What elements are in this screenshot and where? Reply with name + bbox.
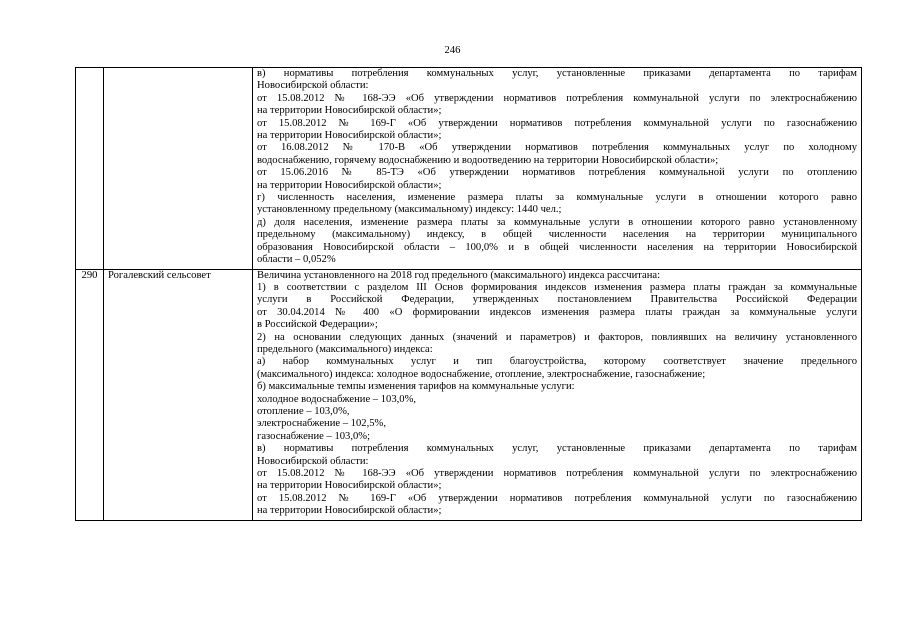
- municipality-name: Рогалевский сельсовет: [108, 269, 211, 281]
- text-line: от 15.08.2012 № 168-ЭЭ «Об утверждении нормативов потребления коммунальной услуги по электроснабжению: [257, 468, 857, 479]
- text-line: Величина установленного на 2018 год предельного (максимального) индекса рассчитана:: [257, 269, 661, 281]
- text-line: отопление – 103,0%,: [257, 405, 350, 417]
- text-line: от 30.04.2014 № 400 «О формировании индексов изменения размера платы граждан за коммунальные услуги: [257, 306, 857, 318]
- text-line: Новосибирской области:: [257, 455, 369, 467]
- text-line: от 15.08.2012 № 168-ЭЭ «Об утверждении нормативов потребления коммунальной услуги по электроснабжению: [257, 92, 857, 104]
- text-line: предельному (максимальному) индексу, в общей численности населения на территории муниципального: [257, 229, 857, 241]
- text-line: газоснабжение – 103,0%;: [257, 430, 371, 442]
- text-line: в) нормативы потребления коммунальных услуг, установленные приказами департамента по тарифам: [257, 68, 857, 79]
- text-line: 2) на основании следующих данных (значений и параметров) и факторов, повлиявших на величину установленного: [257, 331, 857, 343]
- text-line: от 16.08.2012 № 170-В «Об утверждении нормативов потребления коммунальных услуг по холодному: [257, 142, 857, 154]
- tariff-index-table: [75, 67, 862, 521]
- text-line: от 15.08.2012 № 169-Г «Об утверждении нормативов потребления коммунальной услуги по газоснабжению: [257, 492, 857, 504]
- municipality-cell: [104, 269, 253, 520]
- text-line: Новосибирской области:: [257, 80, 369, 92]
- text-line: на территории Новосибирской области»;: [257, 179, 442, 191]
- text-line: холодное водоснабжение – 103,0%,: [257, 393, 417, 405]
- description-cell: [253, 269, 862, 520]
- text-line: установленному предельному (максимальному) индексу: 1440 чел.;: [257, 204, 562, 216]
- text-line: на территории Новосибирской области»;: [257, 505, 442, 517]
- description-cell: [253, 68, 862, 270]
- table-row: [76, 269, 862, 520]
- text-line: предельного (максимального) индекса:: [257, 343, 433, 355]
- page-number: 246: [444, 45, 461, 56]
- text-line: на территории Новосибирской области»;: [257, 105, 442, 117]
- municipality-cell: [104, 68, 253, 270]
- row-number: 290: [81, 269, 98, 281]
- text-line: в) нормативы потребления коммунальных услуг, установленные приказами департамента по тарифам: [257, 443, 857, 455]
- text-line: услуги в Российской Федерации, утвержденных постановлением Правительства Российской Федерации: [257, 294, 857, 306]
- text-line: г) численность населения, изменение размера платы за коммунальные услуги в отношении которого равно: [257, 192, 857, 204]
- row-number-cell: [76, 269, 104, 520]
- text-line: б) максимальные темпы изменения тарифов на коммунальные услуги:: [257, 381, 575, 393]
- text-line: д) доля населения, изменение размера платы за коммунальные услуги в отношении которого равно установленному: [257, 216, 857, 228]
- text-line: электроснабжение – 102,5%,: [257, 418, 386, 430]
- text-line: водоснабжению, горячему водоснабжению и водоотведению на территории Новосибирской области»;: [257, 154, 719, 166]
- row-number-cell: [76, 68, 104, 270]
- text-line: на территории Новосибирской области»;: [257, 130, 442, 142]
- text-line: от 15.06.2016 № 85-ТЭ «Об утверждении нормативов потребления коммунальной услуги по отоплению: [257, 167, 857, 179]
- text-line: области – 0,052%: [257, 254, 336, 266]
- text-line: на территории Новосибирской области»;: [257, 480, 442, 492]
- text-line: а) набор коммунальных услуг и тип благоустройства, которому соответствует значение предельного: [257, 356, 857, 368]
- text-line: 1) в соответствии с разделом III Основ формирования индексов изменения размера платы граждан за коммунальные: [257, 281, 857, 293]
- text-line: от 15.08.2012 № 169-Г «Об утверждении нормативов потребления коммунальной услуги по газоснабжению: [257, 117, 857, 129]
- text-line: (максимального) индекса: холодное водоснабжение, отопление, электроснабжение, газоснабжение;: [257, 368, 706, 380]
- text-line: образования Новосибирской области – 100,0% и в общей численности населения на территории Новосибирской: [257, 241, 857, 253]
- text-line: в Российской Федерации»;: [257, 319, 378, 331]
- table-row: [76, 68, 862, 270]
